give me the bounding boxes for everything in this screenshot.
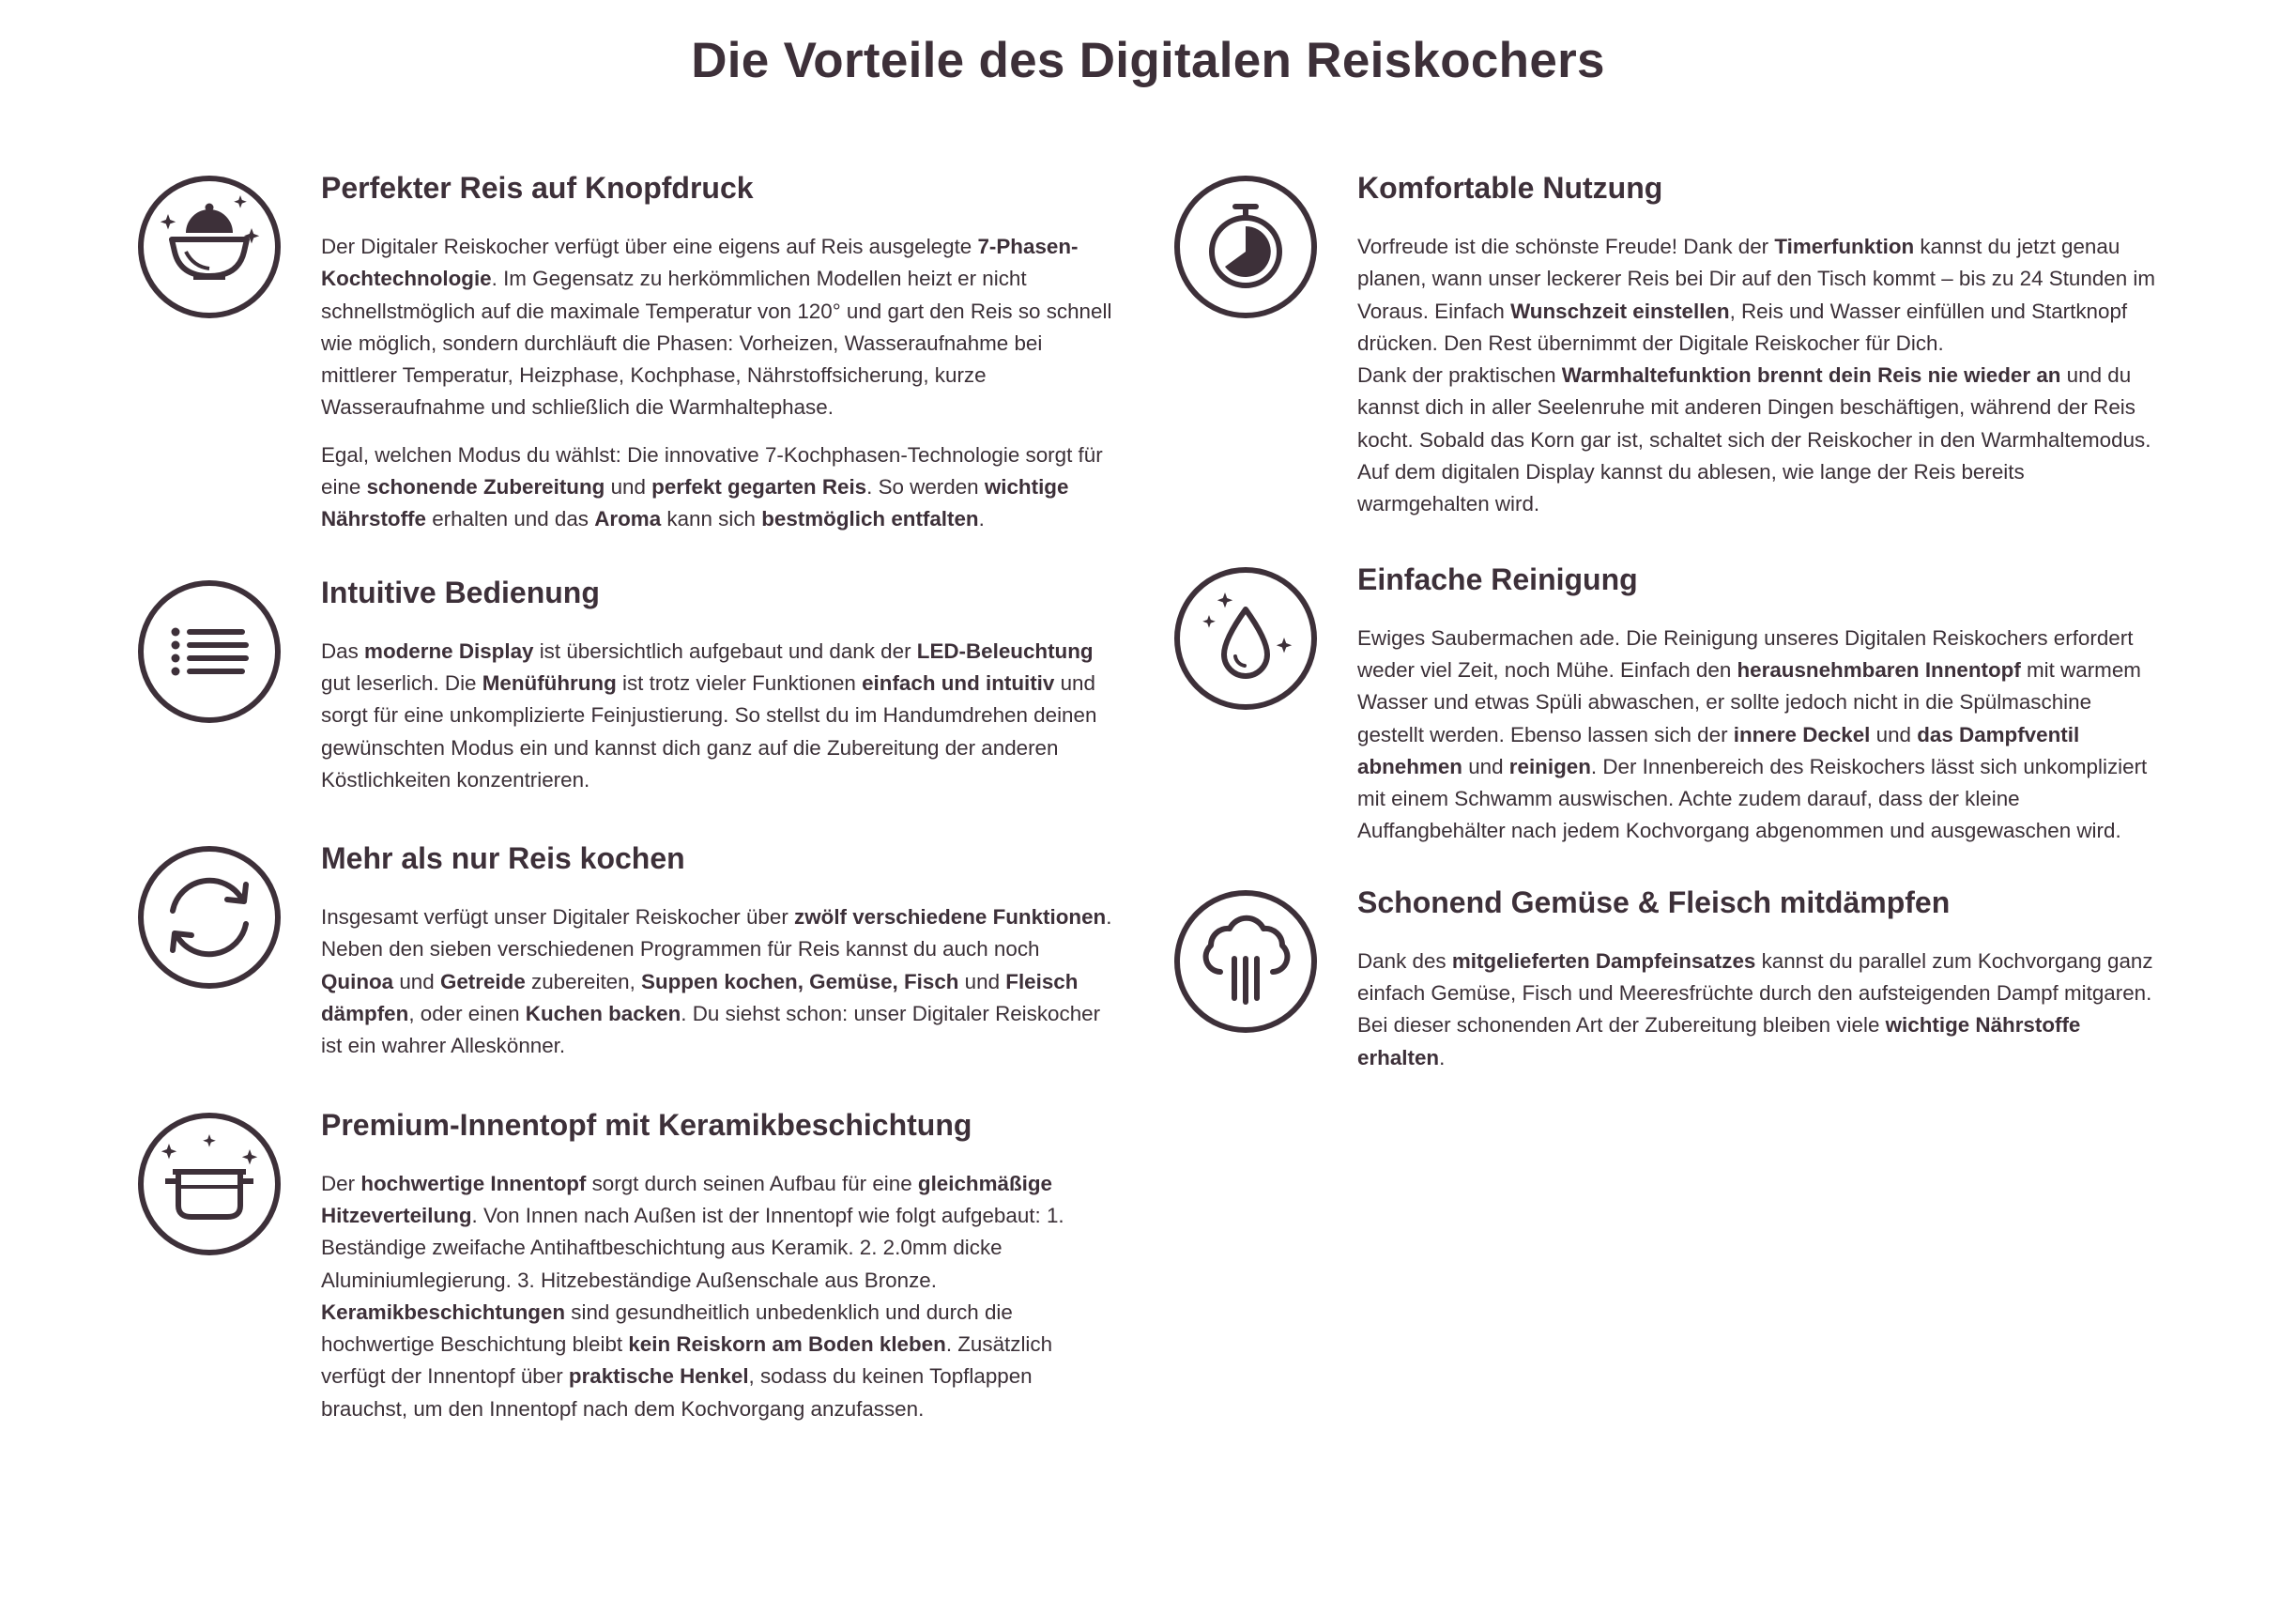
stopwatch-icon — [1173, 175, 1318, 319]
feature-perfect-rice — [137, 169, 1113, 536]
feature-steam-cooking — [1173, 884, 2159, 1074]
text-run: Insgesamt verfügt unser Digitaler Reiskocher über — [321, 905, 795, 930]
text-run: und — [1462, 754, 1509, 778]
text-run: und — [1870, 722, 1918, 746]
text-run: kannst du jetzt genau planen, wann unser leckerer Reis bei Dir auf den Tisch kommt – bis zu 24 Stunden im Voraus. Einfach — [1357, 235, 2156, 323]
bold-text: Timerfunktion — [1774, 235, 1915, 258]
page-title: Die Vorteile des Digitalen Reiskochers — [691, 33, 1605, 88]
text-run: Der Digitaler Reiskocher verfügt über eine eigens auf Reis ausgelegte — [321, 235, 978, 258]
text-run: sorgt durch seinen Aufbau für eine — [586, 1171, 918, 1195]
bold-text: wichtige Nährstoffe — [321, 475, 1069, 531]
feature-comfortable-use — [1173, 169, 2159, 521]
feature-paragraph — [1357, 623, 2159, 848]
feature-paragraph — [1357, 946, 2159, 1074]
feature-paragraph — [321, 439, 1113, 536]
feature-heading: Premium-Innentopf mit Keramikbeschichtung — [321, 1107, 972, 1142]
bold-text: 7-Phasen-Kochtechnologie — [321, 235, 1079, 291]
feature-heading: Schonend Gemüse & Fleisch mitdämpfen — [1357, 884, 1951, 919]
bold-text: Warmhaltefunktion brennt dein Reis nie wieder an — [1561, 363, 2061, 388]
feature-heading: Einfache Reinigung — [1357, 561, 1638, 596]
bold-text: Menüführung — [482, 670, 617, 695]
feature-more-than-rice — [137, 839, 1113, 1062]
bold-text: Getreide — [439, 969, 526, 993]
bold-text: einfach und intuitiv — [862, 670, 1055, 695]
feature-heading: Perfekter Reis auf Knopfdruck — [321, 171, 754, 205]
bold-text: zwölf verschiedene Funktionen — [794, 905, 1107, 930]
text-run: . Von Innen nach Außen ist der Innentopf wie folgt aufgebaut: 1. Beständige zweifache Antihaftbeschichtung aus Keramik. 2. 2.0mm dicke Aluminiumlegierung. 3. Hitzebeständige Außenschale aus Bronze. — [321, 1203, 1064, 1292]
water-drop-icon — [1173, 566, 1318, 711]
text-run: ist trotz vieler Funktionen — [616, 670, 863, 695]
text-run: und — [605, 475, 652, 500]
feature-paragraph — [321, 636, 1113, 796]
text-run: Das — [321, 638, 365, 663]
feature-intuitive-operation — [137, 574, 1113, 796]
bold-text: LED-Beleuchtung — [916, 638, 1094, 663]
bold-text: Quinoa — [321, 969, 394, 993]
text-run: Ewiges Saubermachen ade. Die Reinigung unseres Digitalen Reiskochers erfordert weder viel Zeit, noch Mühe. Einfach den — [1357, 625, 2134, 682]
text-run: zubereiten, — [525, 969, 642, 993]
bold-text: Wunschzeit einstellen — [1510, 299, 1730, 323]
feature-paragraph — [321, 901, 1113, 1062]
feature-body — [1357, 231, 2159, 521]
refresh-arrows-icon — [137, 845, 282, 990]
text-run: Egal, welchen Modus du wählst: Die innovative 7-Kochphasen-Technologie sorgt für eine — [321, 442, 1103, 500]
bold-text: gleichmäßige Hitzeverteilung — [321, 1171, 1052, 1227]
feature-premium-pot — [137, 1106, 1113, 1425]
bold-text: Aroma — [594, 507, 662, 531]
text-run: und sorgt für eine unkomplizierte Feinjustierung. So stellst du im Handumdrehen deinen gewünschten Modus ein und kannst dich ganz auf die Zubereitung der anderen Köstlichkeiten konzentrieren. — [321, 670, 1097, 792]
feature-paragraph — [1357, 231, 2159, 521]
text-run: und — [958, 969, 1006, 993]
bold-text: praktische Henkel — [568, 1364, 749, 1389]
text-run: . — [978, 507, 985, 531]
bold-text: schonende Zubereitung — [366, 475, 605, 500]
text-run: , oder einen — [408, 1002, 526, 1026]
feature-body — [1357, 623, 2159, 848]
text-run: . Im Gegensatz zu herkömmlichen Modellen heizt er nicht schnellstmöglich auf die maximale Temperatur von 120° und gart den Reis so schnell wie möglich, sondern durchläuft die Phasen: Vorheizen, Wasseraufnahme bei mittlerer Temperatur, Heizphase, Kochphase, Nährstoffsicherung, kurze Wasseraufnahme und schließlich die Warmhaltephase. — [321, 267, 1112, 420]
text-run: und du kannst dich in aller Seelenruhe mit anderen Dingen beschäftigen, während der Reis kocht. Sobald das Korn gar ist, schaltet sich der Reiskocher in den Warmhaltemodus. Auf dem digitalen Display kannst du ablesen, wie lange der Reis bereits warmgehalten wird. — [1357, 363, 2151, 516]
text-run: gut leserlich. Die — [321, 670, 482, 695]
text-run: erhalten und das — [425, 507, 595, 531]
bold-text: reinigen — [1508, 754, 1591, 778]
text-run: . Zusätzlich verfügt der Innentopf über — [321, 1332, 1053, 1389]
bold-text: innere Deckel — [1733, 722, 1871, 746]
text-run: kann sich — [661, 507, 762, 531]
bold-text: moderne Display — [364, 638, 534, 663]
steam-cloud-icon — [1173, 889, 1318, 1034]
text-run: , sodass du keinen Topflappen brauchst, um den Innentopf nach dem Kochvorgang anzufassen. — [321, 1364, 1033, 1421]
text-run: . Der Innenbereich des Reiskochers lässt sich unkompliziert mit einem Schwamm auswischen. Achte zudem darauf, dass der kleine Auffangbehälter nach jedem Kochvorgang abgenommen und ausgewaschen wird. — [1357, 754, 2148, 843]
text-run: und — [393, 969, 440, 993]
bold-text: wichtige Nährstoffe erhalten — [1357, 1013, 2081, 1069]
bold-text: kein Reiskorn am Boden kleben — [628, 1332, 946, 1357]
text-run: mit warmem Wasser und etwas Spüli abwaschen, er sollte jedoch nicht in die Spülmaschine gestellt werden. Ebenso lassen sich der — [1357, 657, 2141, 746]
bold-text: Suppen kochen, Gemüse, Fisch — [641, 969, 959, 993]
bold-text: perfekt gegarten Reis — [651, 475, 867, 500]
feature-body — [321, 231, 1113, 536]
text-run: Vorfreude ist die schönste Freude! Dank der — [1357, 235, 1775, 258]
left-column — [137, 169, 1113, 1440]
bold-text: Fleisch dämpfen — [321, 969, 1079, 1026]
feature-paragraph — [321, 231, 1113, 424]
feature-heading: Komfortable Nutzung — [1357, 171, 1663, 205]
menu-list-icon — [137, 579, 282, 724]
bold-text: Kuchen backen — [525, 1002, 681, 1026]
right-column — [1173, 169, 2159, 1089]
text-run: Dank der praktischen — [1357, 363, 1562, 388]
feature-body — [321, 1168, 1113, 1425]
text-run: Der — [321, 1171, 361, 1195]
bold-text: herausnehmbaren Innentopf — [1737, 657, 2021, 682]
feature-easy-cleaning — [1173, 561, 2159, 848]
feature-body — [1357, 946, 2159, 1074]
feature-body — [321, 901, 1113, 1062]
bold-text: mitgelieferten Dampfeinsatzes — [1451, 948, 1756, 973]
text-run: kannst du parallel zum Kochvorgang ganz einfach Gemüse, Fisch und Meeresfrüchte durch den aufsteigenden Dampf mitgaren. Bei dieser schonenden Art der Zubereitung bleiben viele — [1357, 948, 2153, 1038]
bold-text: Keramikbeschichtungen — [321, 1300, 566, 1324]
text-run: . Du siehst schon: unser Digitaler Reiskocher ist ein wahrer Alleskönner. — [321, 1002, 1101, 1058]
text-run: ist übersichtlich aufgebaut und dank der — [533, 638, 917, 663]
bold-text: hochwertige Innentopf — [360, 1171, 587, 1195]
feature-heading: Mehr als nur Reis kochen — [321, 841, 685, 876]
cooking-pot-icon — [137, 1112, 282, 1256]
text-run: . — [1439, 1045, 1446, 1069]
text-run: sind gesundheitlich unbedenklich und durch die hochwertige Beschichtung bleibt — [321, 1300, 1013, 1357]
feature-body — [321, 636, 1113, 796]
text-run: , Reis und Wasser einfüllen und Startknopf drücken. Den Rest übernimmt der Digitale Reiskocher für Dich. — [1357, 299, 2128, 355]
bold-text: das Dampfventil abnehmen — [1357, 722, 2080, 778]
feature-paragraph — [321, 1168, 1113, 1425]
bold-text: bestmöglich entfalten — [761, 507, 979, 531]
rice-bowl-icon — [137, 175, 282, 319]
text-run: Dank des — [1357, 948, 1452, 973]
text-run: . So werden — [866, 475, 985, 500]
feature-heading: Intuitive Bedienung — [321, 575, 600, 609]
text-run: . Neben den sieben verschiedenen Programmen für Reis kannst du auch noch — [321, 905, 1112, 961]
